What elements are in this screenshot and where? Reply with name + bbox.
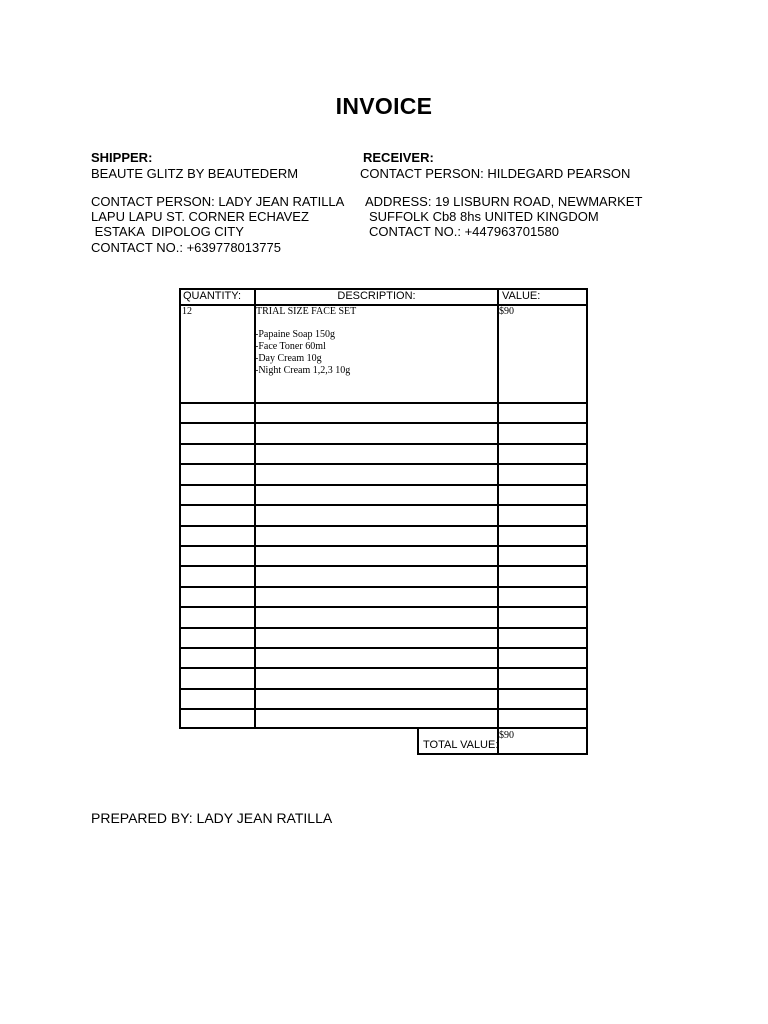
- row-line: [179, 443, 588, 445]
- row-line: [179, 504, 588, 506]
- row-line: [179, 647, 588, 649]
- header-value: VALUE:: [502, 290, 541, 302]
- list-item: -Day Cream 10g: [255, 353, 322, 364]
- row-line: [179, 606, 588, 608]
- table-left-border: [179, 288, 181, 729]
- receiver-address-line2: SUFFOLK Cb8 8hs UNITED KINGDOM: [369, 209, 599, 224]
- shipper-heading: SHIPPER:: [91, 150, 153, 165]
- item-quantity: 12: [182, 306, 192, 317]
- receiver-heading: RECEIVER:: [363, 150, 434, 165]
- row-line: [179, 667, 588, 669]
- item-value: $90: [499, 306, 514, 317]
- row-line: [179, 708, 588, 710]
- row-line: [179, 463, 588, 465]
- row-line: [179, 422, 588, 424]
- receiver-address-line1: ADDRESS: 19 LISBURN ROAD, NEWMARKET: [365, 194, 643, 209]
- header-description: DESCRIPTION:: [337, 290, 416, 302]
- prepared-by: PREPARED BY: LADY JEAN RATILLA: [91, 810, 333, 826]
- total-box-left-border: [417, 729, 419, 755]
- receiver-contact-no: CONTACT NO.: +447963701580: [369, 224, 559, 239]
- invoice-title: INVOICE: [335, 93, 433, 119]
- shipper-address-line1: LAPU LAPU ST. CORNER ECHAVEZ: [91, 209, 309, 224]
- row-line: [179, 688, 588, 690]
- list-item: -Papaine Soap 150g: [255, 329, 335, 340]
- list-item: -Face Toner 60ml: [255, 341, 326, 352]
- shipper-contact-person: CONTACT PERSON: LADY JEAN RATILLA: [91, 194, 345, 209]
- item-title: TRIAL SIZE FACE SET: [256, 306, 357, 317]
- receiver-contact-person: CONTACT PERSON: HILDEGARD PEARSON: [360, 166, 631, 181]
- shipper-name: BEAUTE GLITZ BY BEAUTEDERM: [91, 166, 299, 181]
- row-line: [179, 565, 588, 567]
- total-value: $90: [499, 730, 514, 741]
- total-value-label: TOTAL VALUE:: [423, 739, 499, 751]
- total-box-bottom-border: [417, 753, 588, 755]
- shipper-contact-no: CONTACT NO.: +639778013775: [91, 240, 281, 255]
- list-item: -Night Cream 1,2,3 10g: [255, 365, 351, 376]
- table-right-border: [586, 288, 588, 755]
- table-bottom-border: [179, 727, 588, 729]
- row-line: [179, 525, 588, 527]
- row-line: [179, 627, 588, 629]
- item-contents-list: [255, 329, 350, 377]
- row-line: [179, 586, 588, 588]
- row-line: [179, 484, 588, 486]
- row-line: [179, 402, 588, 404]
- header-quantity: QUANTITY:: [183, 290, 242, 302]
- table-header-divider: [179, 304, 588, 306]
- shipper-address-line2: ESTAKA DIPOLOG CITY: [91, 224, 244, 239]
- row-line: [179, 545, 588, 547]
- table-col-divider-2: [497, 288, 499, 755]
